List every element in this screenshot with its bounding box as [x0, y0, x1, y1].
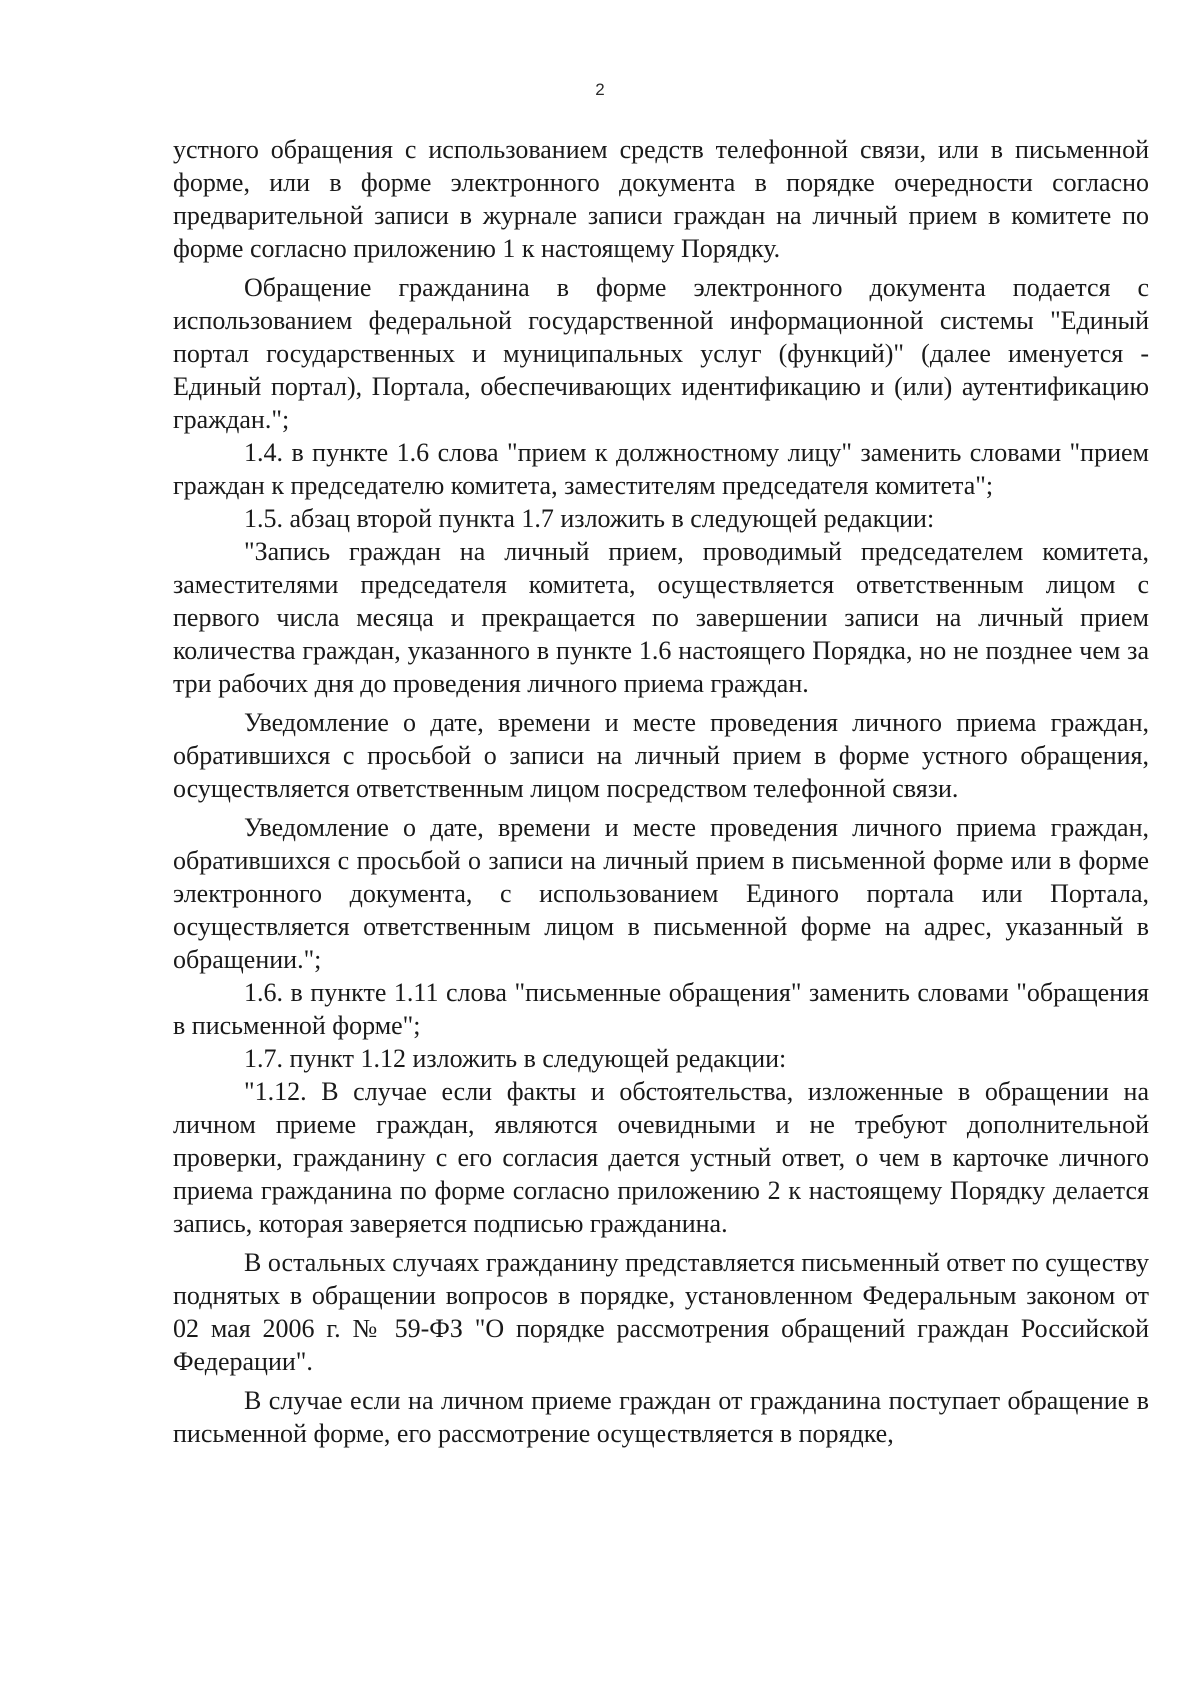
paragraph-continuation: устного обращения с использованием средств телефонной связи, или в письменной форме, или в форме электронного документа в порядке очередности согласно предварительной записи в журнале записи граждан на личный прием в комитете по форме согласно приложению 1 к настоящему Порядку.	[173, 135, 1149, 263]
paragraph-notification-oral: Уведомление о дате, времени и месте проведения личного приема граждан, обратившихся с просьбой о записи на личный прием в форме устного обращения, осуществляется ответственным лицом посредством телефонной связи.	[173, 708, 1149, 803]
paragraph-item-1-12: "1.12. В случае если факты и обстоятельства, изложенные в обращении на личном приеме граждан, являются очевидными и не требуют дополнительной проверки, гражданину с его согласия дается устный ответ, о чем в карточке личного приема гражданина по форме согласно приложению 2 к настоящему Порядку делается запись, которая заверяется подписью гражданина.	[173, 1077, 1149, 1238]
paragraph-item-1-7: 1.7. пункт 1.12 изложить в следующей редакции:	[244, 1044, 787, 1073]
paragraph-notification-written: Уведомление о дате, времени и месте проведения личного приема граждан, обратившихся с просьбой о записи на личный прием в письменной форме или в форме электронного документа, с использованием Единого портала или Портала, осуществляется ответственным лицом в письменной форме на адрес, указанный в обращении.";	[173, 813, 1149, 974]
paragraph-written-answer: В остальных случаях гражданину представляется письменный ответ по существу поднятых в обращении вопросов в порядке, установленном Федеральным законом от 02 мая 2006 г. № 59-ФЗ "О порядке рассмотрения обращений граждан Российской Федерации".	[173, 1248, 1149, 1376]
paragraph-written-appeal: В случае если на личном приеме граждан от гражданина поступает обращение в письменной форме, его рассмотрение осуществляется в порядке,	[173, 1386, 1149, 1448]
paragraph-item-1-4: 1.4. в пункте 1.6 слова "прием к должностному лицу" заменить словами "прием граждан к председателю комитета, заместителям председателя комитета";	[173, 438, 1149, 500]
paragraph-electronic-appeal: Обращение гражданина в форме электронного документа подается с использованием федеральной государственной информационной системы "Единый портал государственных и муниципальных услуг (функций)" (далее именуется - Единый портал), Портала, обеспечивающих идентификацию и (или) аутентификацию граждан.";	[173, 273, 1149, 434]
paragraph-registration: "Запись граждан на личный прием, проводимый председателем комитета, заместителями председателя комитета, осуществляется ответственным лицом с первого числа месяца и прекращается по завершении записи на личный прием количества граждан, указанного в пункте 1.6 настоящего Порядка, но не позднее чем за три рабочих дня до проведения личного приема граждан.	[173, 537, 1149, 698]
page-number: 2	[595, 80, 605, 99]
document-body	[173, 133, 1149, 1450]
paragraph-item-1-6: 1.6. в пункте 1.11 слова "письменные обращения" заменить словами "обращения в письменной форме";	[173, 978, 1149, 1040]
paragraph-item-1-5: 1.5. абзац второй пункта 1.7 изложить в следующей редакции:	[244, 504, 935, 533]
